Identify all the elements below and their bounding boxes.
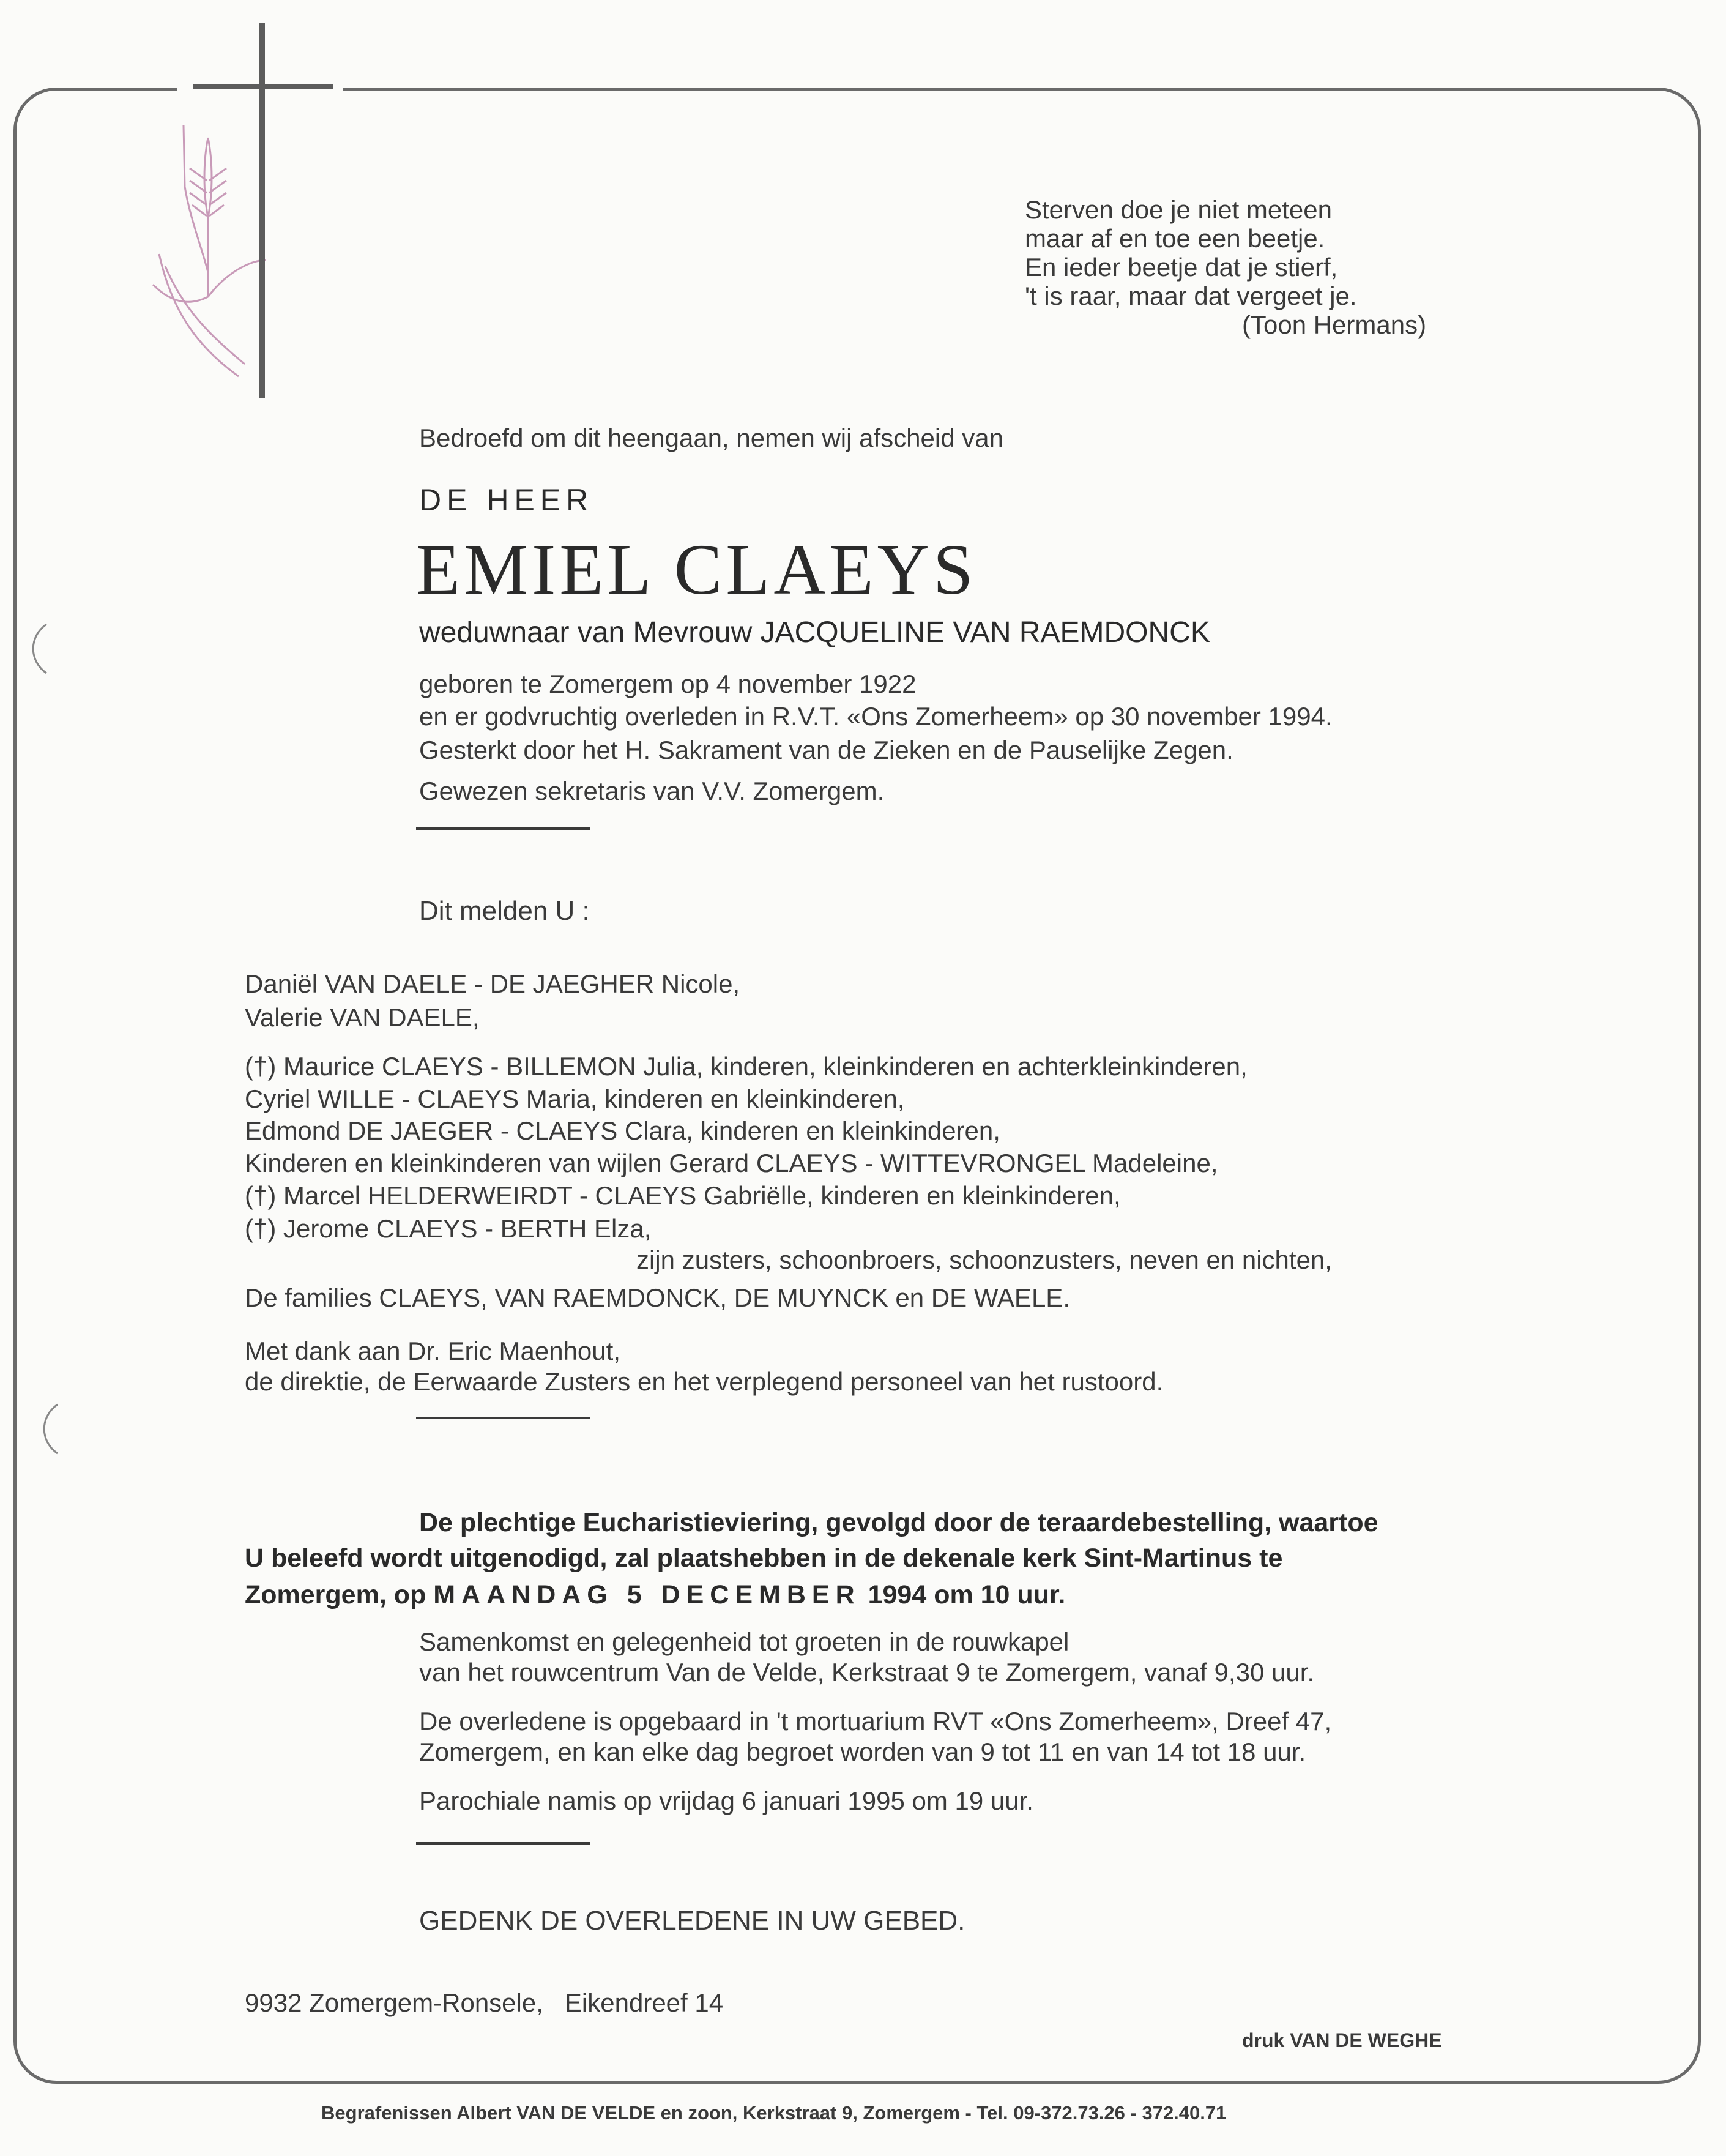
cross-icon [259,23,265,398]
detail-line: geboren te Zomergem op 4 november 1922 [419,670,917,698]
family-line: Valerie VAN DAELE, [245,1003,480,1032]
divider [416,827,590,830]
family-line: Kinderen en kleinkinderen van wijlen Gerard CLAEYS - WITTEVRONGEL Madeleine, [245,1149,1218,1177]
family-line: (†) Marcel HELDERWEIRDT - CLAEYS Gabriëlle, kinderen en kleinkinderen, [245,1181,1121,1210]
ceremony-line: U beleefd wordt uitgenodigd, zal plaatshebben in de dekenale kerk Sint-Martinus te [245,1543,1283,1573]
poem-line: En ieder beetje dat je stierf, [1025,253,1338,282]
info-line: van het rouwcentrum Van de Velde, Kerkstraat 9 te Zomergem, vanaf 9,30 uur. [419,1658,1315,1687]
ceremony-date: MAANDAG 5 DECEMBER [433,1580,861,1610]
info-line: Parochiale namis op vrijdag 6 januari 1995 om 19 uur. [419,1786,1033,1815]
detail-line: en er godvruchtig overleden in R.V.T. «Ons Zomerheem» op 30 november 1994. [419,702,1333,731]
title-prefix: DE HEER [419,483,594,517]
family-line: Daniël VAN DAELE - DE JAEGHER Nicole, [245,969,740,998]
poem-author: (Toon Hermans) [1242,310,1427,339]
punch-mark [26,621,50,676]
ceremony-line [245,1582,1065,1608]
punch-mark [37,1401,61,1457]
ceremony-place: Zomergem, op [245,1580,426,1610]
prayer-text: GEDENK DE OVERLEDENE IN UW GEBED. [419,1906,965,1936]
family-line: (†) Maurice CLAEYS - BILLEMON Julia, kinderen, kleinkinderen en achterkleinkinderen, [245,1052,1248,1081]
detail-line: Gewezen sekretaris van V.V. Zomergem. [419,777,885,805]
family-line: De families CLAEYS, VAN RAEMDONCK, DE MUYNCK en DE WAELE. [245,1283,1070,1312]
poem-line: 't is raar, maar dat vergeet je. [1025,282,1357,310]
announce-text: Dit melden U : [419,896,590,926]
family-line: Edmond DE JAEGER - CLAEYS Clara, kinderen en kleinkinderen, [245,1116,1000,1145]
cross-bar [193,84,333,89]
thanks-line: Met dank aan Dr. Eric Maenhout, [245,1337,620,1365]
footer-text: Begrafenissen Albert VAN DE VELDE en zoon, Kerkstraat 9, Zomergem - Tel. 09-372.73.26 - 372.40.71 [321,2102,1227,2124]
divider [416,1842,590,1845]
info-line: Zomergem, en kan elke dag begroet worden van 9 tot 11 en van 14 tot 18 uur. [419,1737,1306,1766]
deceased-name: EMIEL CLAEYS [416,529,977,610]
family-line: Cyriel WILLE - CLAEYS Maria, kinderen en kleinkinderen, [245,1084,905,1113]
divider [416,1417,590,1419]
ceremony-line: De plechtige Eucharistieviering, gevolgd door de teraardebestelling, waartoe [419,1508,1378,1537]
printer-credit: druk VAN DE WEGHE [1242,2029,1442,2051]
family-line: (†) Jerome CLAEYS - BERTH Elza, [245,1214,652,1243]
thanks-line: de direktie, de Eerwaarde Zusters en het verplegend personeel van het rustoord. [245,1367,1164,1396]
intro-text: Bedroefd om dit heengaan, nemen wij afscheid van [419,423,1003,452]
ceremony-time: 1994 om 10 uur. [868,1580,1066,1610]
info-line: De overledene is opgebaard in 't mortuarium RVT «Ons Zomerheem», Dreef 47, [419,1707,1332,1736]
info-line: Samenkomst en gelegenheid tot groeten in de rouwkapel [419,1627,1069,1656]
poem-line: maar af en toe een beetje. [1025,224,1325,253]
spouse-line: weduwnaar van Mevrouw JACQUELINE VAN RAEMDONCK [419,616,1210,649]
family-line: zijn zusters, schoonbroers, schoonzusters, neven en nichten, [636,1245,1332,1274]
address-text: 9932 Zomergem-Ronsele, Eikendreef 14 [245,1988,724,2017]
detail-line: Gesterkt door het H. Sakrament van de Zieken en de Pauselijke Zegen. [419,736,1233,764]
poem-line: Sterven doe je niet meteen [1025,195,1332,224]
wheat-icon [147,113,269,382]
